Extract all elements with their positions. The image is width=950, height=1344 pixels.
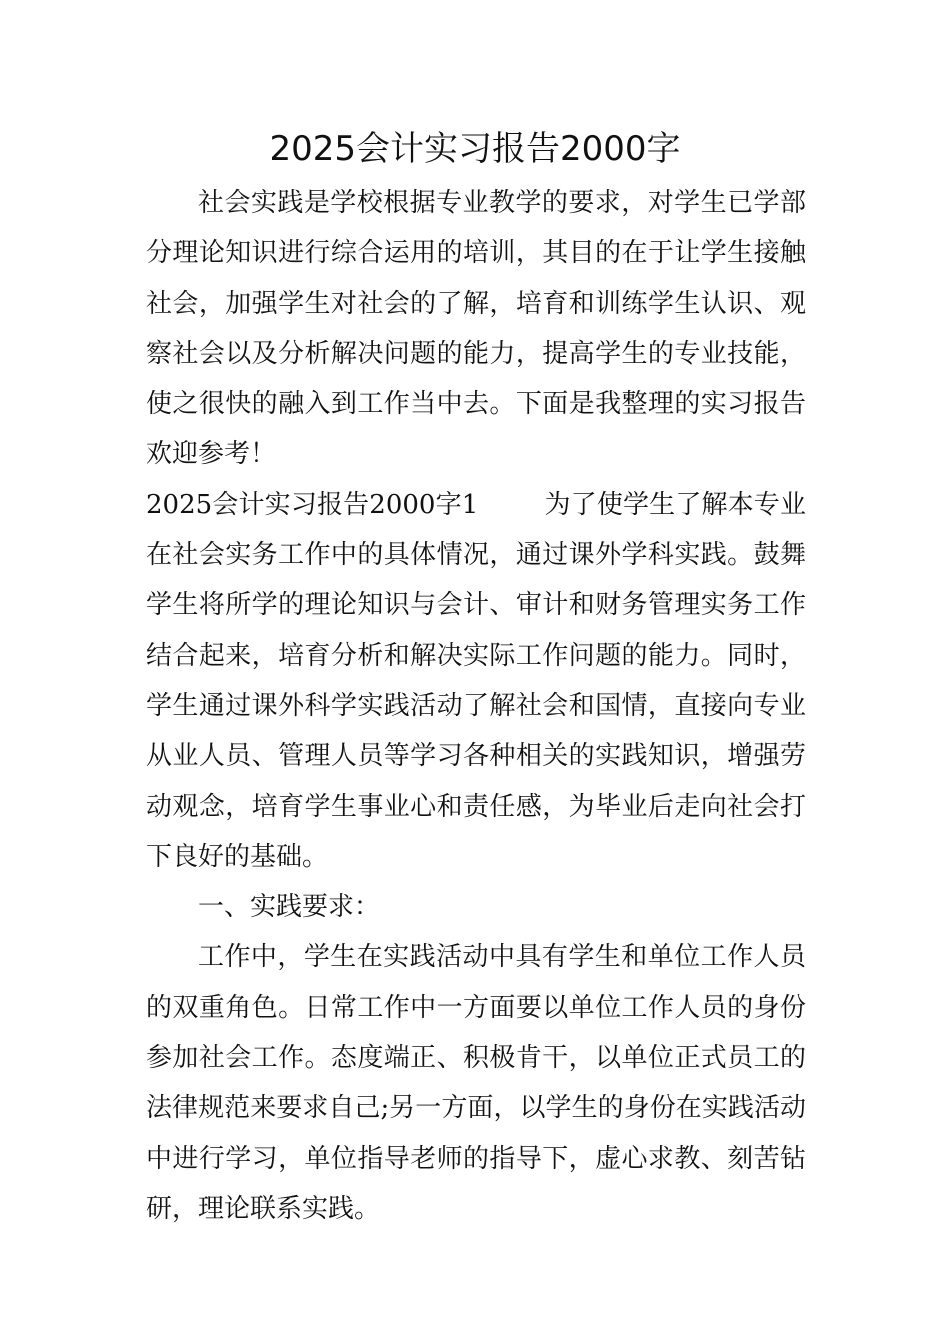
paragraph-intro xyxy=(146,178,806,480)
section-heading: 2025会计实习报告2000字1 xyxy=(146,489,479,520)
paragraph-text: 一、实践要求： xyxy=(198,892,381,923)
document-body xyxy=(146,178,806,1234)
paragraph-practice-requirements xyxy=(146,932,806,1234)
paragraph-text: 工作中，学生在实践活动中具有学生和单位工作人员的双重角色。日常工作中一方面要以单位工作人员的身份参加社会工作。态度端正、积极肯干，以单位正式员工的法律规范来要求自己;另一方面，以学生的身份在实践活动中进行学习，单位指导老师的指导下，虚心求教、刻苦钻研，理论联系实践。 xyxy=(146,942,806,1224)
paragraph-section-1 xyxy=(146,480,806,882)
paragraph-subheading xyxy=(146,882,806,932)
paragraph-text: 为了使学生了解本专业在社会实务工作中的具体情况，通过课外学科实践。鼓舞学生将所学的理论知识与会计、审计和财务管理实务工作结合起来，培育分析和解决实际工作问题的能力。同时，学生通过课外科学实践活动了解社会和国情，直接向专业从业人员、管理人员等学习各种相关的实践知识，增强劳动观念，培育学生事业心和责任感，为毕业后走向社会打下良好的基础。 xyxy=(146,489,806,872)
document-title: 2025会计实习报告2000字 xyxy=(269,129,681,169)
paragraph-text: 社会实践是学校根据专业教学的要求，对学生已学部分理论知识进行综合运用的培训，其目的在于让学生接触社会，加强学生对社会的了解，培育和训练学生认识、观察社会以及分析解决问题的能力，提高学生的专业技能，使之很快的融入到工作当中去。下面是我整理的实习报告欢迎参考！ xyxy=(146,188,806,470)
